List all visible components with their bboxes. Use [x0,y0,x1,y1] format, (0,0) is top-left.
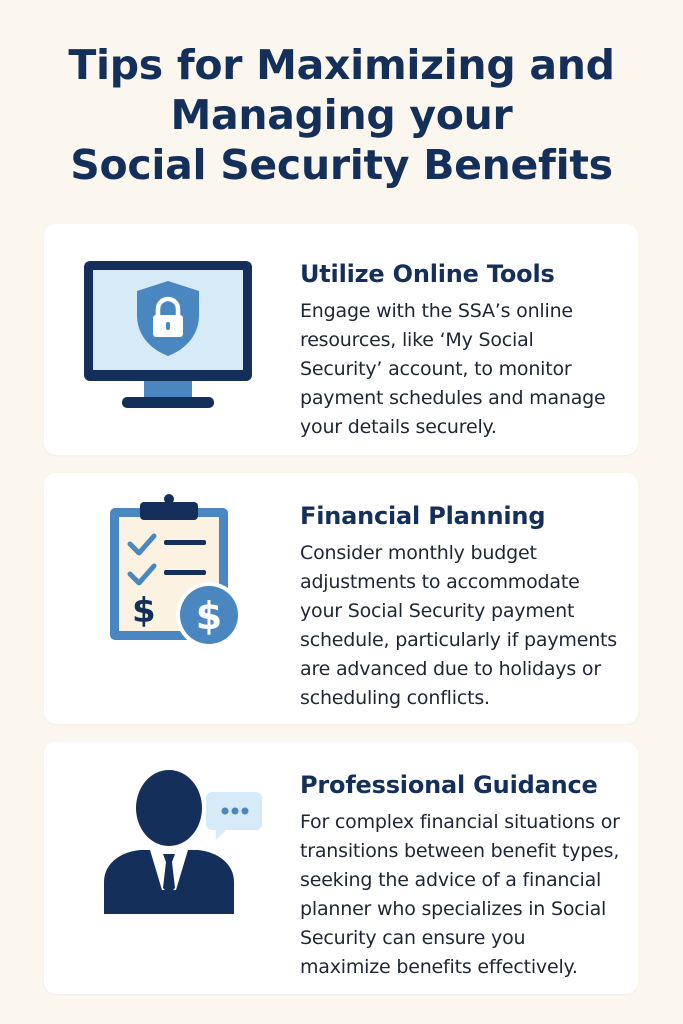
title-line-1: Tips for Maximizing and [68,41,615,89]
tip-text [300,501,620,713]
tip-card-online-tools [44,224,638,455]
tip-text [300,259,620,442]
page-title [0,40,683,190]
svg-text:$: $ [132,591,156,631]
clipboard-checklist-dollar-icon [106,494,246,658]
tip-body: Engage with the SSA’s online resources, like ‘My Social Security’ account, to monitor payment schedules and manage your details securely. [300,300,606,438]
tip-title: Professional Guidance [300,771,598,799]
tip-title: Utilize Online Tools [300,260,555,288]
svg-text:$: $ [195,594,223,638]
tip-card-financial-planning [44,473,638,724]
tip-body: Consider monthly budget adjustments to accommodate your Social Security payment schedule, particularly if payments are advanced due to holidays or scheduling conflicts. [300,542,617,709]
tip-title: Financial Planning [300,502,546,530]
tip-card-professional-guidance [44,742,638,994]
computer-shield-lock-icon [82,259,254,415]
title-line-3: Social Security Benefits [70,141,613,189]
tip-body: For complex financial situations or transitions between benefit types, seeking the advice of a financial planner who specializes in Social Security can ensure you maximize benefits effectively. [300,811,620,978]
tip-text [300,770,620,982]
title-line-2: Managing your [170,91,513,139]
advisor-speech-bubble-icon [102,764,266,928]
